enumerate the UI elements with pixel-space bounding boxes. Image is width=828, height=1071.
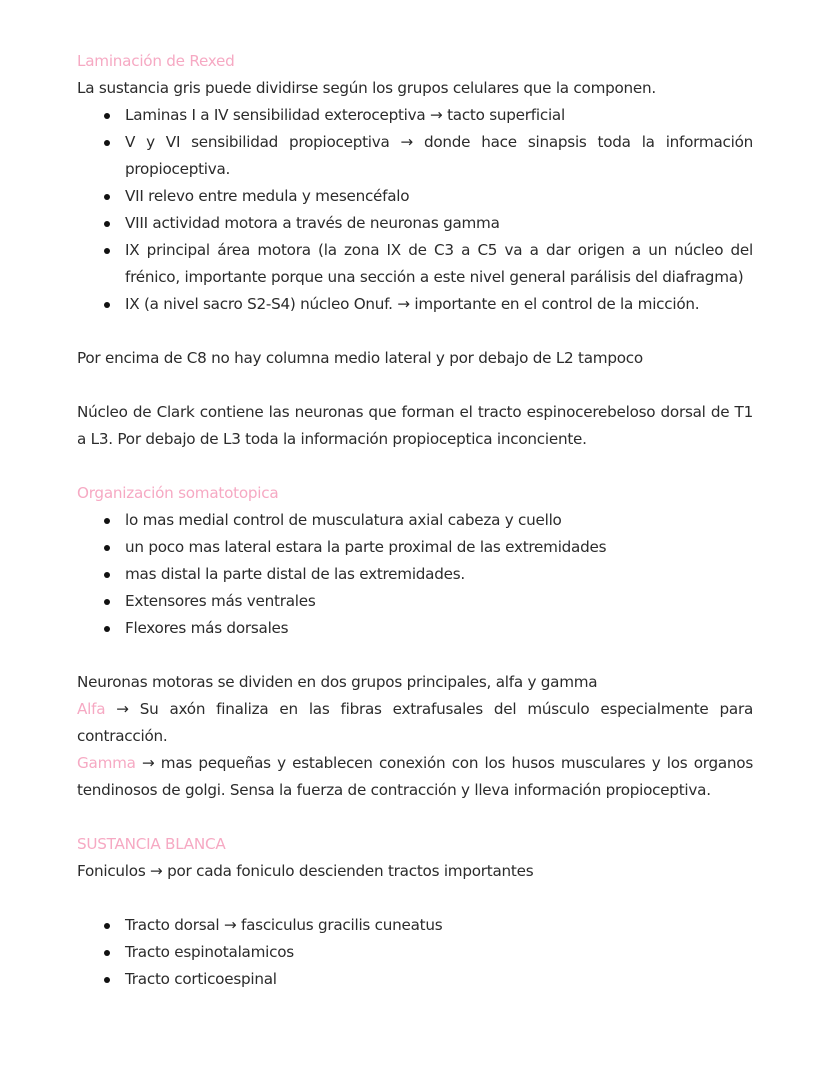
para-clark: Núcleo de Clark contiene las neuronas que forman el tracto espinocerebeloso dorsal de T1 a L3. Por debajo de L3 toda la información propioceptica inconciente. [77, 403, 753, 448]
list-item: VII relevo entre medula y mesencéfalo [77, 183, 753, 210]
document-page [77, 48, 753, 993]
heading-laminacion: Laminación de Rexed [77, 52, 235, 70]
blanca-list [77, 912, 753, 993]
gamma-text: → mas pequeñas y establecen conexión con los husos musculares y los organos tendinosos de golgi. Sensa la fuerza de contracción y lleva información propioceptiva. [77, 754, 753, 799]
spacer [77, 318, 753, 345]
list-item: Tracto corticoespinal [77, 966, 753, 993]
list-item: IX principal área motora (la zona IX de C3 a C5 va a dar origen a un núcleo del frénico, importante porque una sección a este nivel general parálisis del diafragma) [77, 237, 753, 291]
list-item: Tracto espinotalamicos [77, 939, 753, 966]
spacer [77, 885, 753, 912]
list-item: Tracto dorsal → fasciculus gracilis cuneatus [77, 912, 753, 939]
spacer [77, 453, 753, 480]
list-item: Laminas I a IV sensibilidad exteroceptiva → tacto superficial [77, 102, 753, 129]
alfa-text: → Su axón finaliza en las fibras extrafusales del músculo especialmente para contracción. [77, 700, 753, 745]
neuronas-intro: Neuronas motoras se dividen en dos grupos principales, alfa y gamma [77, 673, 598, 691]
spacer [77, 804, 753, 831]
list-item: V y VI sensibilidad propioceptiva → donde hace sinapsis toda la información propioceptiva. [77, 129, 753, 183]
para-c8: Por encima de C8 no hay columna medio lateral y por debajo de L2 tampoco [77, 349, 643, 367]
laminacion-list [77, 102, 753, 318]
spacer [77, 372, 753, 399]
alfa-term: Alfa [77, 700, 106, 718]
somatotopica-list [77, 507, 753, 642]
list-item: mas distal la parte distal de las extremidades. [77, 561, 753, 588]
laminacion-intro: La sustancia gris puede dividirse según los grupos celulares que la componen. [77, 79, 656, 97]
para-alfa [77, 696, 753, 750]
heading-somatotopica: Organización somatotopica [77, 484, 279, 502]
heading-sustancia-blanca: SUSTANCIA BLANCA [77, 835, 226, 853]
list-item: VIII actividad motora a través de neuronas gamma [77, 210, 753, 237]
gamma-term: Gamma [77, 754, 136, 772]
list-item: IX (a nivel sacro S2-S4) núcleo Onuf. → importante en el control de la micción. [77, 291, 753, 318]
list-item: lo mas medial control de musculatura axial cabeza y cuello [77, 507, 753, 534]
para-gamma [77, 750, 753, 804]
list-item: Flexores más dorsales [77, 615, 753, 642]
blanca-intro: Foniculos → por cada foniculo descienden tractos importantes [77, 862, 534, 880]
spacer [77, 642, 753, 669]
list-item: un poco mas lateral estara la parte proximal de las extremidades [77, 534, 753, 561]
list-item: Extensores más ventrales [77, 588, 753, 615]
